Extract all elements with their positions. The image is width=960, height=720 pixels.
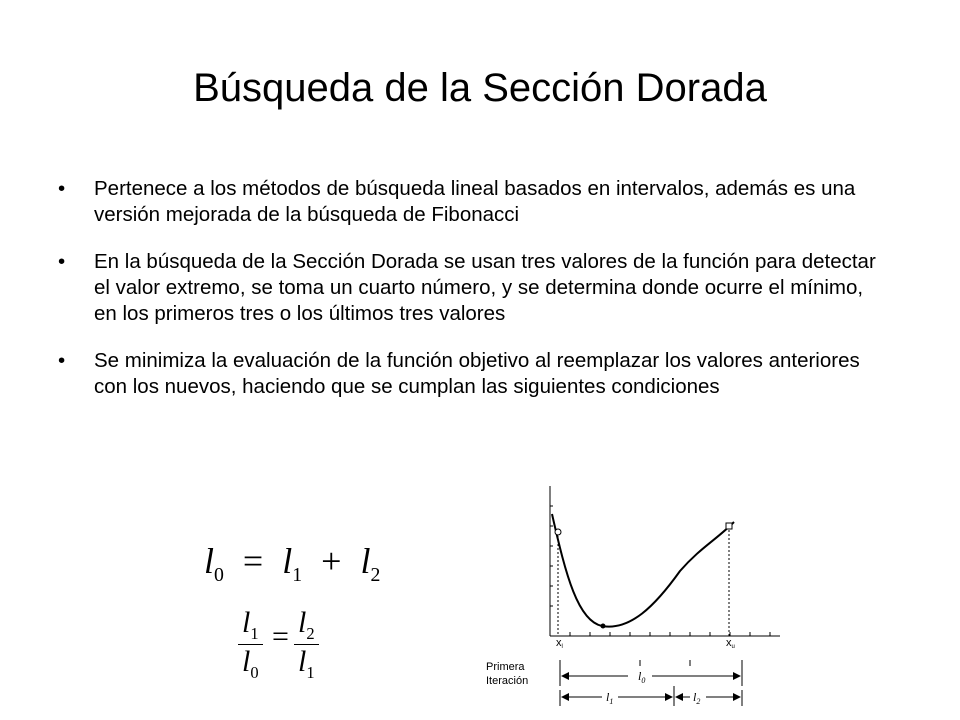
bullet-dot: • [58, 250, 66, 273]
formula-subscript: 2 [370, 564, 381, 587]
fraction-numerator: $l_1$ [238, 606, 263, 645]
formula-fraction-left [238, 606, 263, 683]
formula-subscript: 0 [214, 564, 224, 587]
fraction-numerator: $l_2$ [294, 606, 319, 645]
fraction-denominator: $l_0$ [242, 645, 259, 682]
fraction-denominator: $l_1$ [298, 645, 315, 682]
formula-operator: = [272, 620, 289, 653]
formula-sum [204, 540, 380, 587]
bullet-dot: • [58, 177, 66, 200]
formula-operator: + [321, 541, 342, 581]
bullet-item [58, 348, 878, 400]
formula-operator: = [242, 541, 264, 581]
point-xl [555, 529, 561, 535]
plot-background [546, 486, 796, 672]
formula-fraction-right [294, 606, 319, 683]
interval-l1-l2 [560, 686, 742, 706]
bullet-item [58, 176, 878, 228]
x-left-label: xl [556, 637, 563, 650]
bullet-text: Se minimiza la evaluación de la función objetivo al reemplazar los valores anteriores con los nuevos, haciendo que se cumplan las siguientes condiciones [94, 349, 860, 398]
point-xu [726, 523, 732, 529]
point-minimum [601, 624, 606, 629]
formula-subscript: 1 [292, 564, 303, 587]
bullet-text: En la búsqueda de la Sección Dorada se usan tres valores de la función para detectar el valor extremo, se toma un cuarto número, y se determina donde ocurre el mínimo, en los primeros tres o los últimos tres valores [94, 250, 876, 325]
formula-term: l [282, 541, 293, 581]
bullet-item [58, 249, 878, 327]
formula-term: l [204, 541, 215, 581]
bullet-list [58, 176, 878, 421]
iteration-label-line1: Primera [486, 661, 525, 673]
svg-text:l0: $l_0$ [638, 669, 646, 685]
bullet-dot: • [58, 349, 66, 372]
svg-text:l2: $l_2$ [693, 690, 701, 706]
slide-title: Búsqueda de la Sección Dorada [193, 66, 767, 110]
iteration-label-line2: Iteración [486, 675, 529, 687]
formula-term: l [360, 541, 371, 581]
golden-section-figure [480, 486, 800, 716]
svg-text:l1: $l_1$ [606, 690, 614, 706]
bullet-text: Pertenece a los métodos de búsqueda lineal basados en intervalos, además es una versión mejorada de la búsqueda de Fibonacci [94, 177, 856, 226]
x-right-label: xu [726, 637, 735, 650]
